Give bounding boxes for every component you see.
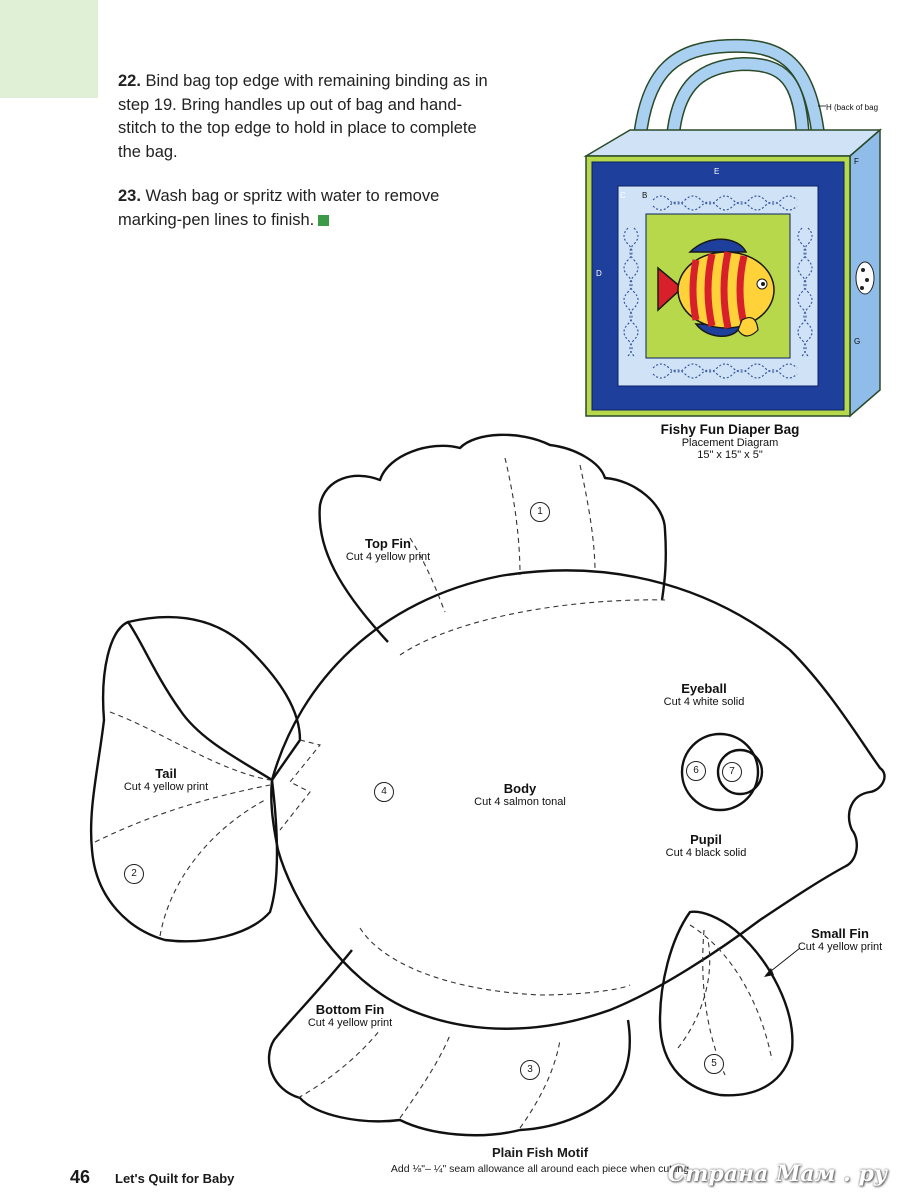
tail-rib-3	[160, 800, 265, 936]
step-22	[118, 70, 498, 164]
piece-number-2: 2	[124, 864, 144, 884]
end-square-icon	[318, 215, 329, 226]
tail-rib-2	[95, 785, 270, 842]
bag-caption-title: Fishy Fun Diaper Bag	[660, 422, 800, 437]
bag-handles	[640, 46, 818, 138]
label-eyeball	[638, 681, 770, 708]
piece-number-4: 4	[374, 782, 394, 802]
bottom-fin-rib-2	[400, 1035, 450, 1118]
piece-number-3: 3	[520, 1060, 540, 1080]
step-23-text: Wash bag or spritz with water to remove marking-pen lines to finish.	[118, 187, 440, 229]
bag-caption-subtitle: Placement Diagram	[681, 437, 779, 449]
bottom-fin-dash	[360, 928, 630, 995]
body-title: Body	[503, 781, 537, 796]
piece-number-6: 6	[686, 761, 706, 781]
small-fin-title: Small Fin	[811, 926, 869, 941]
step-22-number: 22.	[118, 72, 141, 90]
piece-number-1: 1	[530, 502, 550, 522]
piece-number-5: 5	[704, 1054, 724, 1074]
label-d: D	[596, 269, 602, 278]
step-22-text: Bind bag top edge with remaining binding as in step 19. Bring handles up out of bag and hand-stitch to the top edge to hold in place to complete the bag.	[118, 72, 488, 161]
small-fin-rib-3	[678, 940, 710, 1048]
label-pupil	[640, 832, 772, 859]
bag-caption-dimensions: 15" x 15" x 5"	[697, 449, 763, 461]
book-title: Let's Quilt for Baby	[115, 1171, 235, 1186]
label-f: F	[854, 157, 859, 166]
label-g: G	[854, 337, 861, 346]
eyeball-sub: Cut 4 white solid	[663, 696, 745, 708]
top-fin-dash	[400, 600, 665, 655]
bottom-fin-sub: Cut 4 yellow print	[307, 1017, 393, 1029]
tail-inner	[128, 617, 300, 780]
tail-title: Tail	[155, 766, 177, 781]
eyeball-title: Eyeball	[681, 681, 727, 696]
label-bottom-fin	[284, 1002, 416, 1029]
bottom-fin-rib-3	[520, 1040, 560, 1128]
label-h: H (back of bag	[826, 103, 879, 112]
pupil-title: Pupil	[690, 832, 722, 847]
top-fin-rib-2	[505, 458, 520, 575]
tail-sub: Cut 4 yellow print	[123, 781, 209, 793]
label-top-fin	[322, 536, 454, 563]
label-small-fin	[774, 926, 899, 953]
label-b: B	[642, 191, 648, 200]
body-sub: Cut 4 salmon tonal	[474, 796, 566, 808]
tail-dash	[280, 740, 320, 830]
page-number: 46	[70, 1167, 91, 1187]
bag-placement-diagram	[578, 38, 894, 420]
top-fin-sub: Cut 4 yellow print	[345, 551, 431, 563]
piece-number-7: 7	[722, 762, 742, 782]
top-fin-rib-3	[580, 465, 595, 572]
side-fish-icon	[856, 262, 874, 294]
label-c: C	[620, 191, 626, 200]
step-23	[118, 185, 498, 232]
corner-color-block	[0, 0, 98, 98]
pupil-sub: Cut 4 black solid	[665, 847, 747, 859]
top-fin-title: Top Fin	[365, 536, 411, 551]
label-body	[454, 781, 586, 808]
bottom-fin-title: Bottom Fin	[315, 1002, 385, 1017]
bottom-fin-outline	[269, 950, 630, 1135]
small-fin-rib-1	[690, 925, 772, 1060]
pattern-title: Plain Fish Motif	[491, 1145, 589, 1160]
step-23-number: 23.	[118, 187, 141, 205]
small-fin-sub: Cut 4 yellow print	[797, 941, 883, 953]
label-e: E	[714, 167, 720, 176]
seam-allowance-note: Add ⅛"– ¼" seam allowance all around each piece when cutting	[390, 1163, 690, 1175]
bottom-fin-rib-1	[298, 1030, 380, 1098]
label-tail	[100, 766, 232, 793]
small-fin-outline	[660, 912, 792, 1096]
bag-top-opening	[586, 130, 880, 156]
watermark: Страна Мам . ру	[667, 1161, 887, 1187]
